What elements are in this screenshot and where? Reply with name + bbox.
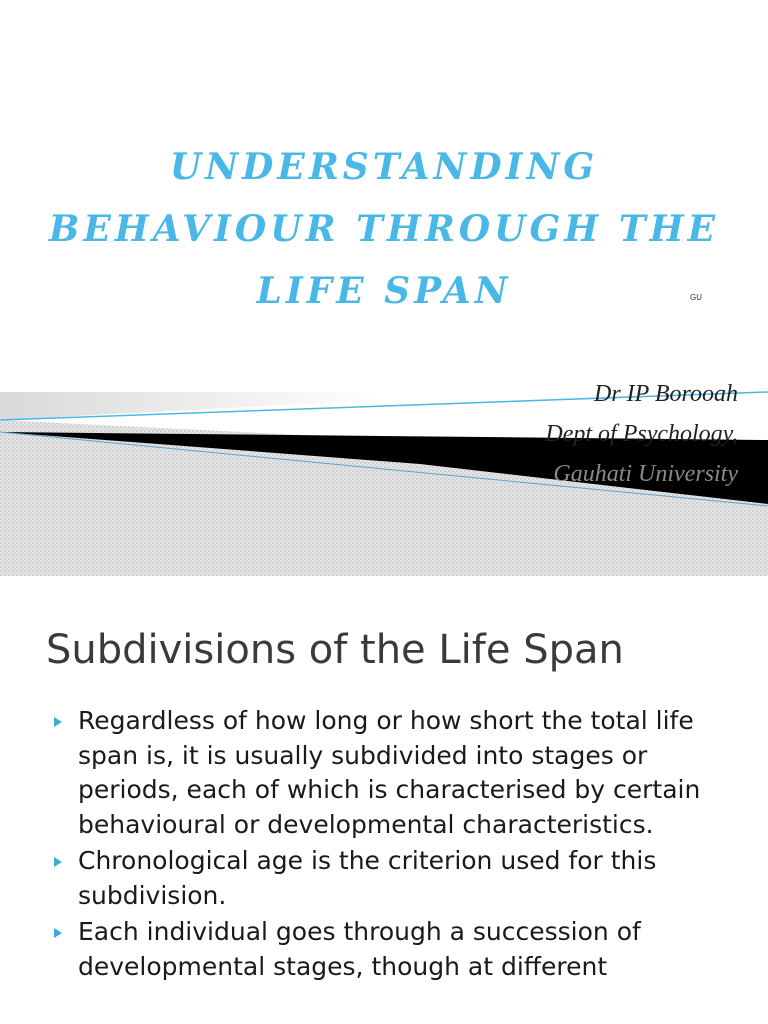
bullet-text: Each individual goes through a succession of developmental stages, though at different — [78, 917, 641, 981]
content-slide-title: Subdivisions of the Life Span — [46, 627, 624, 673]
bullet-item — [52, 844, 732, 913]
title-line-2: BEHAVIOUR THROUGH THE — [48, 208, 720, 250]
gu-mark: GU — [690, 293, 702, 302]
triangle-bullet-icon — [54, 857, 62, 867]
title-line-1: UNDERSTANDING — [169, 146, 599, 188]
triangle-bullet-icon — [54, 928, 62, 938]
content-slide — [0, 576, 768, 1024]
author-department: Dept of Psychology, — [545, 421, 738, 447]
light-swoosh-shape — [0, 392, 380, 420]
bullet-text: Chronological age is the criterion used for this subdivision. — [78, 846, 657, 910]
title-line-3: LIFE SPAN — [256, 270, 512, 312]
author-name: Dr IP Borooah — [594, 381, 738, 407]
bullet-text: Regardless of how long or how short the total life span is, it is usually subdivided into stages or periods, each of which is characterised by certain behavioural or developmental characteristics. — [78, 706, 701, 839]
author-block — [545, 374, 738, 494]
bullet-item — [52, 915, 732, 984]
author-university: Gauhati University — [553, 461, 738, 487]
bullet-list — [52, 704, 732, 986]
slide-title — [30, 136, 738, 322]
triangle-bullet-icon — [54, 717, 62, 727]
bullet-item — [52, 704, 732, 842]
